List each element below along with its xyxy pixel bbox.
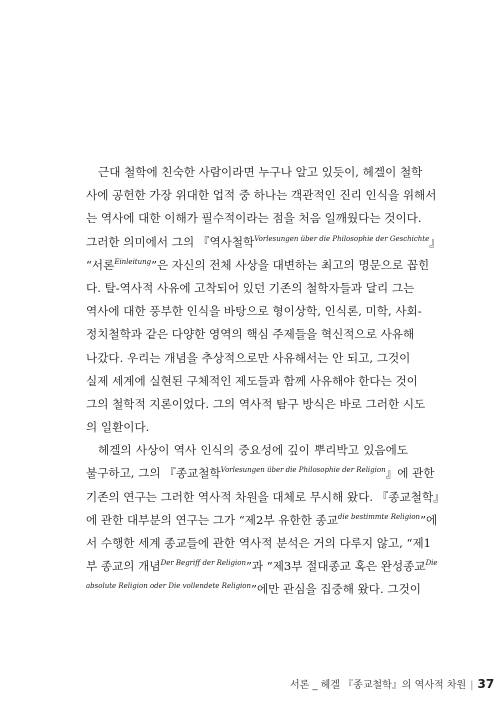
text-line: 근대 철학에 친숙한 사람이라면 누구나 알고 있듯이, 헤겔이 철학 <box>98 165 423 179</box>
text-line: 나갔다. 우리는 개념을 추상적으로만 사유해서는 안 되고, 그것이 <box>86 350 411 365</box>
text-segment: 부 종교의 개념 <box>86 559 161 574</box>
text-segment: ”에 <box>420 512 438 527</box>
running-head: 서론 _ 헤겔 『종교철학』의 역사적 차원 <box>290 680 467 691</box>
body-text <box>86 161 445 602</box>
german-title-gloss: die bestimmte Religion <box>337 512 421 521</box>
text-segment: 에 관한 대부분의 연구는 그가 “제2부 유한한 종교 <box>86 512 338 527</box>
text-line: 그의 철학적 지론이었다. 그의 역사적 탐구 방식은 바로 그러한 시도 <box>86 396 426 411</box>
text-line: 정치철학과 같은 다양한 영역의 핵심 주제들을 혁신적으로 사유해 <box>86 327 415 342</box>
text-line: 실제 세계에 실현된 구체적인 제도들과 함께 사유해야 한다는 것이 <box>86 373 418 388</box>
german-title-gloss: absolute Religion oder Die vollendete Religion <box>86 582 252 591</box>
german-title-gloss: Vorlesungen über die Philosophie der Geschichte <box>254 234 430 243</box>
text-line <box>86 231 441 254</box>
text-segment: 』 <box>429 234 441 249</box>
text-segment: ”과 “제3부 절대종교 혹은 완성종교 <box>245 559 426 574</box>
text-segment: ”은 자신의 전체 사상을 대변하는 최고의 명문으로 꼽힌 <box>151 257 430 272</box>
text-line: 의 일환이다. <box>86 420 150 435</box>
text-segment: ”에만 관심을 집중해 왔다. 그것이 <box>251 582 421 597</box>
text-line: 사에 공헌한 가장 위대한 업적 중 하나는 객관적인 진리 인식을 위해서 <box>86 188 437 203</box>
german-title-gloss: Vorlesungen über die Philosophie der Religion <box>220 466 386 475</box>
text-segment: 불구하고, 그의 『종교철학 <box>86 466 221 481</box>
text-line: 서 수행한 세계 종교들에 관한 역사적 분석은 거의 다루지 않고, “제1 <box>86 536 432 550</box>
text-line: 기존의 연구는 그러한 역사적 차원을 대체로 무시해 왔다. 『종교철학』 <box>86 489 445 504</box>
text-line: 다. 탈-역사적 사유에 고착되어 있던 기존의 철학자들과 달리 그는 <box>86 280 415 295</box>
text-line: 역사에 대한 풍부한 인식을 바탕으로 형이상학, 인식론, 미학, 사회- <box>86 304 422 319</box>
text-line <box>86 462 435 485</box>
text-segment: 』에 관한 <box>385 466 435 481</box>
text-segment: “서론 <box>86 257 115 272</box>
text-line: 헤겔의 사상이 역사 인식의 중요성에 깊이 뿌리박고 있음에도 <box>98 443 408 458</box>
page-number: 37 <box>477 677 495 691</box>
german-title-gloss: Die <box>425 559 438 568</box>
page-footer <box>290 676 494 691</box>
text-line <box>86 578 421 601</box>
text-line <box>86 555 438 578</box>
footer-separator: | <box>470 680 474 691</box>
german-title-gloss: Der Begriff der Religion <box>160 559 246 568</box>
text-line <box>86 509 438 532</box>
text-segment: 그러한 의미에서 그의 『역사철학 <box>86 234 255 249</box>
text-line <box>86 254 430 277</box>
german-title-gloss: Einleitung <box>114 257 152 266</box>
text-line: 는 역사에 대한 이해가 필수적이라는 점을 처음 일깨웠다는 것이다. <box>86 211 422 226</box>
